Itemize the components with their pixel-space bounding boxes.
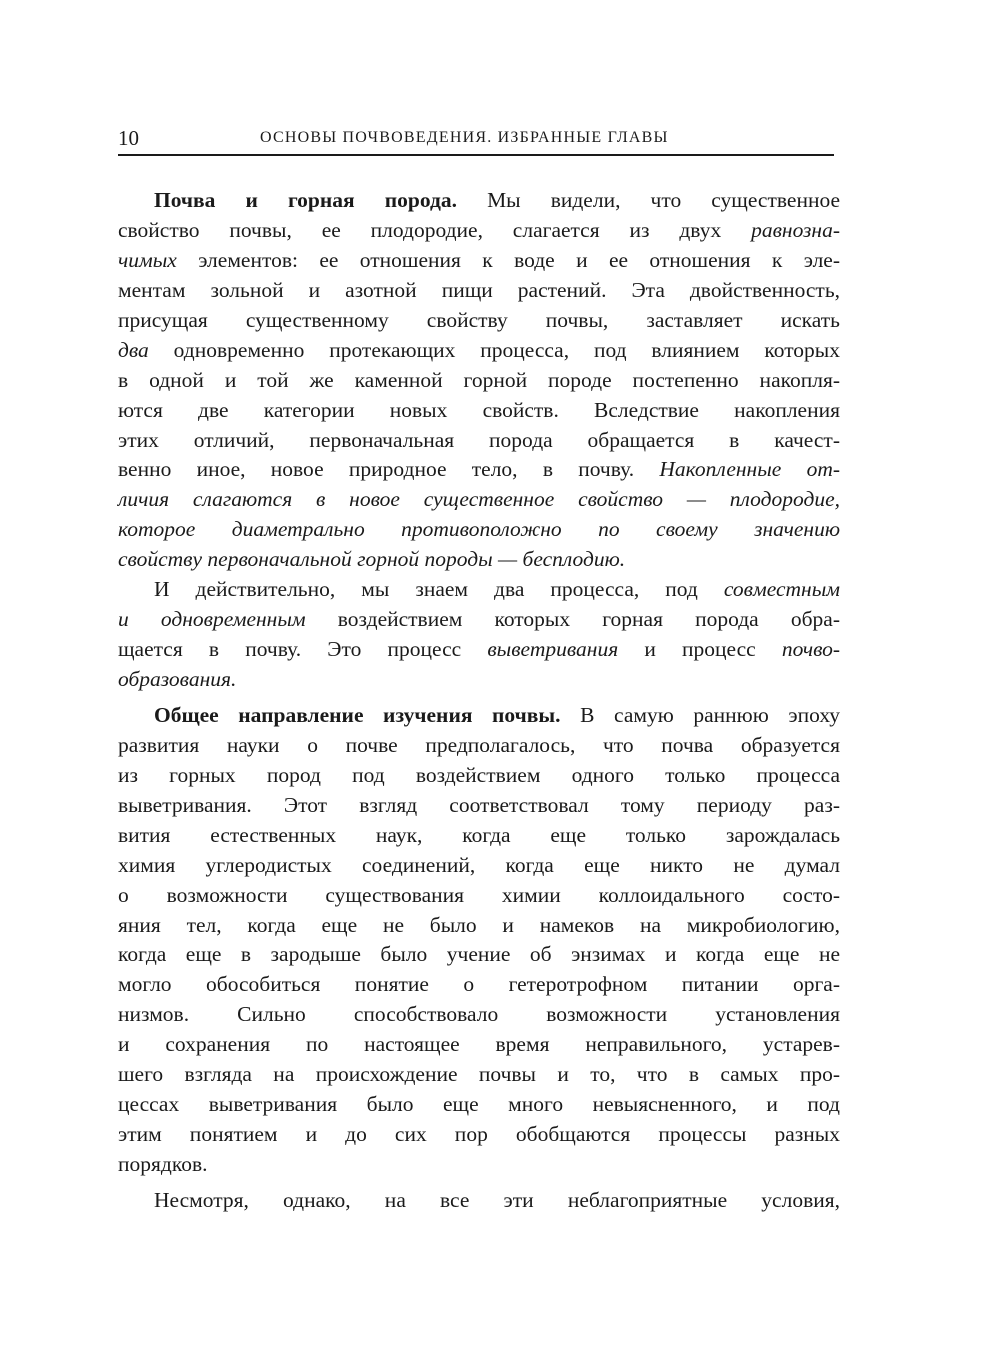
text-line: когда еще в зародыше было учение об энзимах и когда еще не (118, 942, 840, 967)
text-line: этих отличий, первоначальная порода обращается в качест- (118, 427, 840, 452)
text-line: из горных пород под воздействием одного только процесса (118, 762, 840, 787)
text-line: о возможности существования химии коллоидального состо- (118, 882, 840, 907)
text-line: яния тел, когда еще не было и намеков на микробиологию, (118, 912, 840, 937)
text-line: Несмотря, однако, на все эти неблагоприятные условия, (154, 1187, 840, 1212)
text-line: венно иное, новое природное тело, в почву. Накопленные от- (118, 457, 841, 482)
text-line: химия углеродистых соединений, когда еще никто не думал (118, 852, 840, 877)
text-line: чимых элементов: ее отношения к воде и ее отношения к эле- (118, 247, 840, 272)
section-heading: Почва и горная порода. (154, 188, 457, 212)
text-line: и сохранения по настоящее время неправильного, устарев- (118, 1032, 840, 1057)
text-line: образования. (118, 667, 237, 691)
body-text (118, 186, 840, 1216)
paragraph-general-direction (118, 701, 840, 1180)
text-line: которое диаметрально противоположно по своему значению (118, 517, 840, 542)
text-line: ментам зольной и азотной пищи растений. Эта двойственность, (118, 277, 840, 302)
text-line: вития естественных наук, когда еще только зарождалась (118, 822, 840, 847)
paragraph-two-processes (118, 575, 840, 695)
text-line: шего взгляда на происхождение почвы и то, что в самых про- (118, 1062, 840, 1087)
text-line: этим понятием и до сих пор обобщаются процессы разных (118, 1122, 840, 1147)
paragraph-soil-and-rock (118, 186, 840, 575)
text-line: Почва и горная порода. Мы видели, что существенное (154, 188, 841, 212)
text-line: присущая существенному свойству почвы, заставляет искать (118, 307, 840, 332)
text-line: личия слагаются в новое существенное свойство — плодородие, (118, 487, 840, 512)
text-line: щается в почву. Это процесс выветривания и процесс почво- (118, 637, 841, 662)
running-title: ОСНОВЫ ПОЧВОВЕДЕНИЯ. ИЗБРАННЫЕ ГЛАВЫ (260, 129, 669, 146)
text-line: низмов. Сильно способствовало возможности установления (118, 1002, 840, 1027)
text-line: могло обособиться понятие о гетеротрофном питании орга- (118, 972, 840, 997)
text-line: свойство почвы, ее плодородие, слагается из двух равнозна- (118, 217, 841, 242)
text-line: в одной и той же каменной горной породе постепенно накопля- (118, 367, 840, 392)
text-line: цессах выветривания было еще много невыясненного, и под (118, 1092, 840, 1117)
text-line: И действительно, мы знаем два процесса, под совместным (154, 577, 840, 602)
text-line: Общее направление изучения почвы. В самую раннюю эпоху (154, 702, 841, 727)
text-line: и одновременным воздействием которых горная порода обра- (118, 607, 841, 632)
text-line: два одновременно протекающих процесса, под влиянием которых (118, 337, 841, 362)
page-number: 10 (118, 126, 139, 150)
text-line: порядков. (118, 1152, 208, 1176)
text-line: развития науки о почве предполагалось, что почва образуется (118, 732, 840, 757)
text-line: свойству первоначальной горной породы — бесплодию. (118, 547, 626, 572)
text-line: выветривания. Этот взгляд соответствовал тому периоду раз- (118, 792, 840, 817)
section-heading: Общее направление изучения почвы. (154, 702, 561, 727)
page-header (118, 124, 834, 156)
paragraph-despite (118, 1186, 840, 1216)
text-line: ются две категории новых свойств. Вследствие накопления (118, 397, 840, 422)
